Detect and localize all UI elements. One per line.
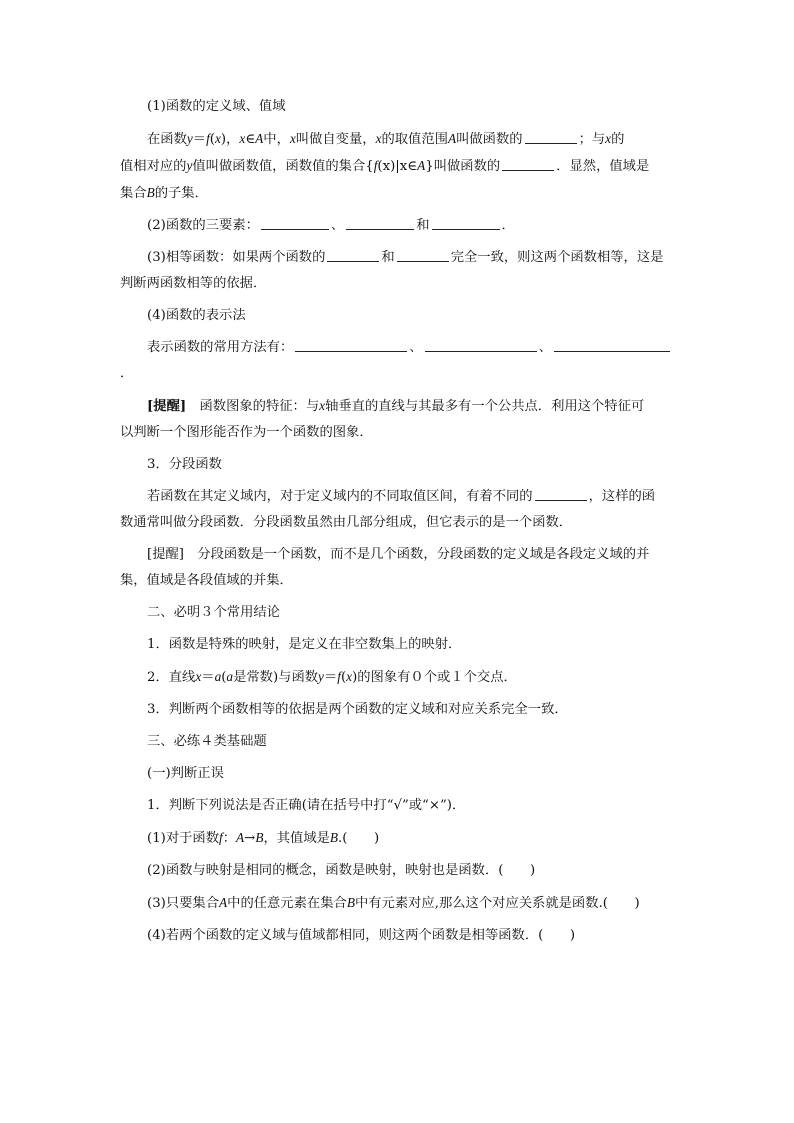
section-heading: (4)函数的表示法 xyxy=(147,308,246,323)
question-stem: 1．判断下列说法是否正确(请在括号中打“√”或“×”)． xyxy=(147,798,466,813)
fill-blank[interactable] xyxy=(502,156,554,171)
paragraph-representation: 表示函数的常用方法有： 、 、． xyxy=(120,335,680,387)
fill-blank[interactable] xyxy=(397,247,449,262)
part-heading: 二、必明３个常用结论 xyxy=(147,605,280,620)
answer-bracket[interactable]: .( ) xyxy=(338,831,380,846)
paragraph-equal-functions: (3)相等函数：如果两个函数的 和 完全一致，则这两个函数相等，这是 判断两函数相等的依据． xyxy=(120,245,680,297)
document-body xyxy=(120,94,680,949)
question-item: (2)函数与映射是相同的概念，函数是映射，映射也是函数．( ) xyxy=(147,863,536,878)
question-item: (4)若两个函数的定义域与值域都相同，则这两个函数是相等函数．( ) xyxy=(147,928,576,943)
conclusion-item: 1．函数是特殊的映射，是定义在非空数集上的映射． xyxy=(147,637,462,652)
tip-paragraph: [提醒] 分段函数是一个函数，而不是几个函数，分段函数的定义域是各段定义域的并 集，值域是各段值域的并集． xyxy=(120,547,650,588)
tip-label: [提醒] xyxy=(147,547,184,562)
paragraph-domain-range: 在函数y＝f(x)，x∈A中，x叫做自变量，x的取值范围A叫做函数的 ；与x的 值相对应的y值叫做函数值，函数值的集合{f(x)|x∈A}叫做函数的 ．显然，值域是 集合B的子集． xyxy=(120,131,650,201)
fill-blank[interactable] xyxy=(261,215,329,230)
tip-paragraph: [提醒] 函数图象的特征：与x轴垂直的直线与其最多有一个公共点．利用这个特征可 以判断一个图形能否作为一个函数的图象． xyxy=(120,398,645,440)
fill-blank[interactable] xyxy=(425,337,537,352)
fill-blank[interactable] xyxy=(327,247,379,262)
section-heading: 3．分段函数 xyxy=(147,457,222,472)
fill-blank[interactable] xyxy=(535,486,587,501)
section-heading: (1)函数的定义域、值域 xyxy=(147,99,286,114)
question-item: (1)对于函数f：A→B，其值域是B.( ) xyxy=(147,830,380,846)
conclusion-item: 2．直线x＝a(a是常数)与函数y＝f(x)的图象有０个或１个交点． xyxy=(147,669,517,685)
subsection-heading: (一)判断正误 xyxy=(147,766,224,781)
paragraph-three-elements: (2)函数的三要素： 、 和 ． xyxy=(120,213,680,239)
paragraph-piecewise: 若函数在其定义域内，对于定义域内的不同取值区间，有着不同的 ，这样的函 数通常叫做分段函数．分段函数虽然由几部分组成，但它表示的是一个函数． xyxy=(120,484,680,536)
conclusion-item: 3．判断两个函数相等的依据是两个函数的定义域和对应关系完全一致． xyxy=(147,702,568,717)
fill-blank[interactable] xyxy=(346,215,414,230)
fill-blank[interactable] xyxy=(525,129,577,144)
fill-blank[interactable] xyxy=(432,215,500,230)
tip-label: [提醒] xyxy=(147,399,187,414)
fill-blank[interactable] xyxy=(554,337,670,352)
fill-blank[interactable] xyxy=(295,337,407,352)
part-heading: 三、必练４类基础题 xyxy=(147,734,267,749)
question-item: (3)只要集合A中的任意元素在集合B中有元素对应,那么这个对应关系就是函数.( ) xyxy=(147,895,640,911)
